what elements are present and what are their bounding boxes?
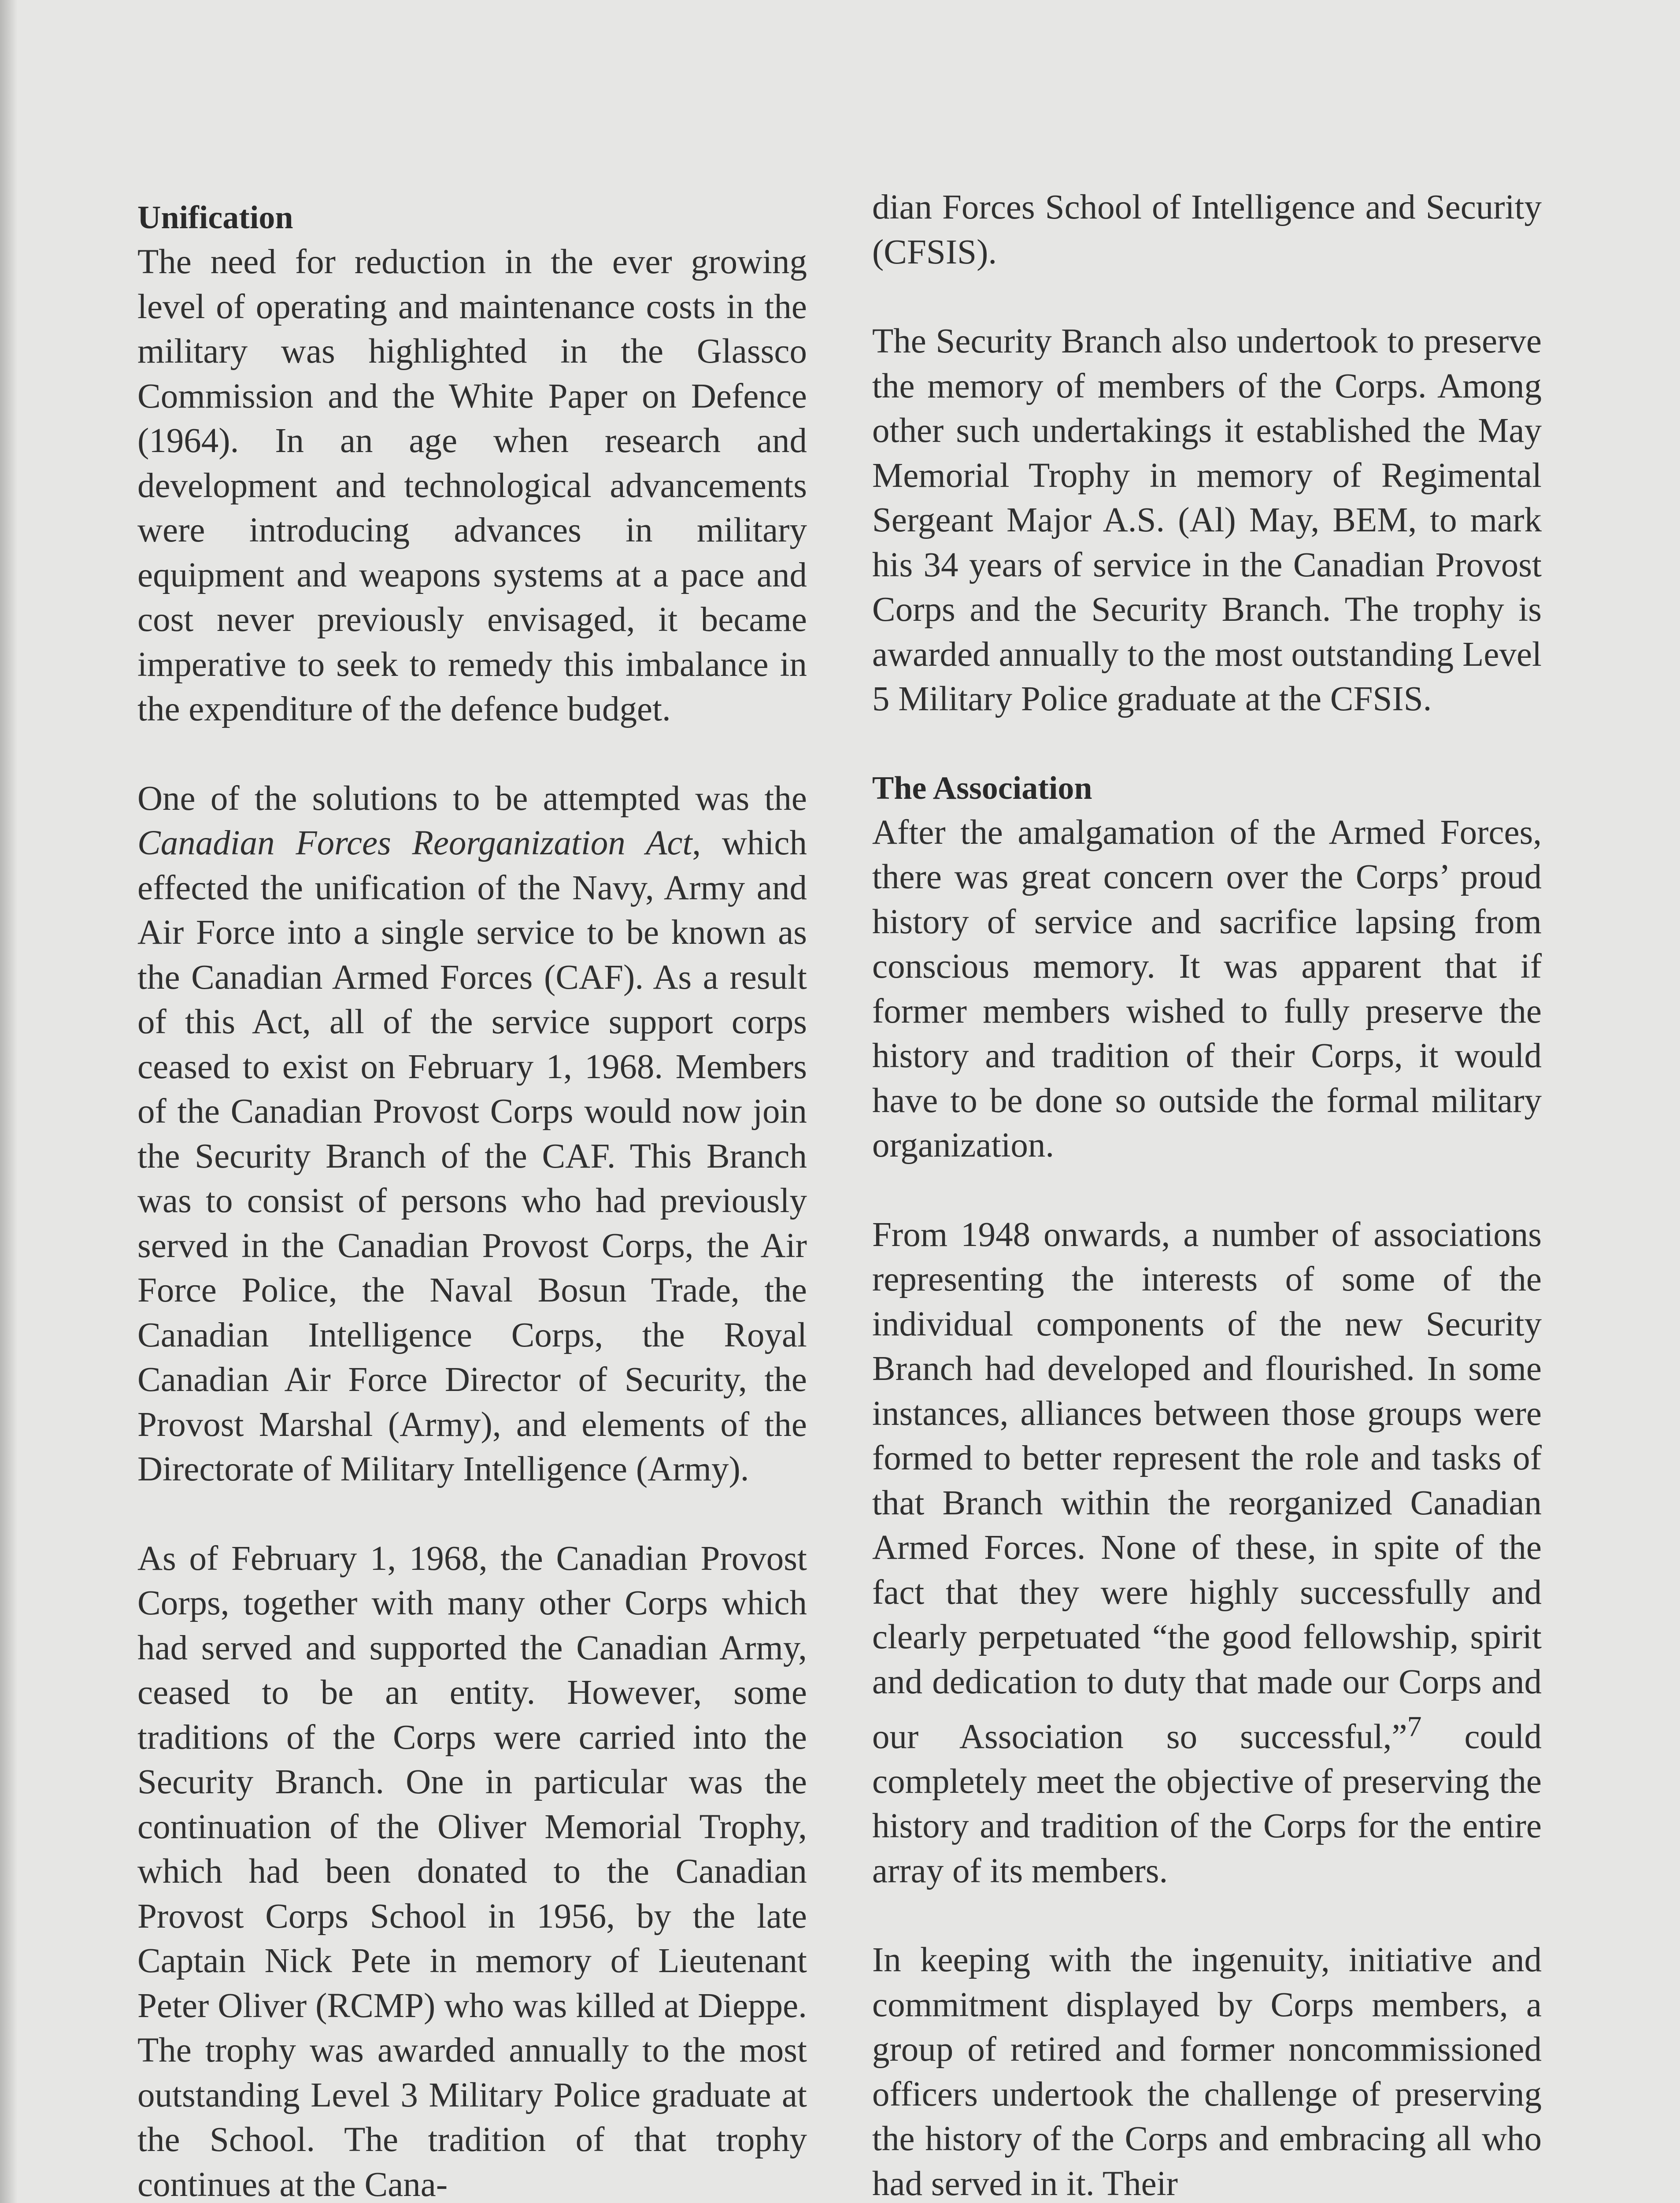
paragraph-text: One of the solutions to be attempted was the: [137, 779, 807, 818]
paragraph: [872, 1213, 1542, 1894]
page-edge-shadow: [0, 0, 18, 2203]
paragraph: [137, 776, 807, 1492]
paragraph: In keeping with the ingenuity, initiative and commitment displayed by Corps members, a group of retired and former noncommissioned officers undertook the challenge of preserving the history of the Corps and embracing all who had served in it. Their: [872, 1941, 1542, 2203]
paragraph-text: , which effected the unification of the Navy, Army and Air Force into a single service to be known as the Canadian Armed Forces (CAF). As a result of this Act, all of the service support corps ceased to exist on February 1, 1968. Members of the Canadian Provost Corps would now join the Security Branch of the CAF. This Branch was to consist of persons who had previously served in the Canadian Provost Corps, the Air Force Police, the Naval Bosun Trade, the Canadian Intelligence Corps, the Royal Canadian Air Force Director of Security, the Provost Marshal (Army), and elements of the Directorate of Military Intelligence (Army).: [137, 824, 807, 1488]
paragraph: After the amalgamation of the Armed Forces, there was great concern over the Corps’ proud history of service and sacrifice lapsing from conscious memory. It was apparent that if former members wished to fully preserve the history and tradition of their Corps, it would have to be done so outside the formal military organization.: [872, 813, 1542, 1165]
association-heading: The Association: [872, 770, 1092, 806]
paragraph: The Security Branch also undertook to preserve the memory of members of the Corps. Among other such undertakings it established the May Memorial Trophy in memory of Regimental Sergeant Major A.S. (Al) May, BEM, to mark his 34 years of service in the Canadian Provost Corps and the Security Branch. The trophy is awarded annually to the most outstanding Level 5 Military Police graduate at the CFSIS.: [872, 322, 1542, 718]
paragraph-text: From 1948 onwards, a number of associations representing the interests of some of the individual components of the new Security Branch had developed and flourished. In some instances, alliances between those groups were formed to better represent the role and tasks of that Branch within the reorganized Canadian Armed Forces. None of these, in spite of the fact that they were highly successfully and clearly perpetuated “the good fellowship, spirit and dedication to duty that made our Corps and our Association so successful,”: [872, 1215, 1542, 1756]
act-title: Canadian Forces Reorganization Act: [137, 824, 692, 862]
footnote-reference: 7: [1407, 1710, 1422, 1743]
unification-heading: Unification: [137, 200, 293, 236]
right-column: [872, 185, 1542, 2203]
paragraph: As of February 1, 1968, the Canadian Provost Corps, together with many other Corps which had served and supported the Canadian Army, ceased to be an entity. However, some traditions of the Corps were carried into the Security Branch. One in particular was the continuation of the Oliver Memorial Trophy, which had been donated to the Canadian Provost Corps School in 1956, by the late Captain Nick Pete in memory of Lieutenant Peter Oliver (RCMP) who was killed at Dieppe. The trophy was awarded annually to the most outstanding Level 3 Military Police graduate at the School. The tradition of that trophy continues at the Cana-: [137, 1539, 807, 2203]
paragraph-text: could completely meet the objective of preserving the history and tradition of the Corps for the entire array of its members.: [872, 1717, 1542, 1890]
paragraph: The need for reduction in the ever growing level of operating and maintenance costs in the military was highlighted in the Glassco Commission and the White Paper on Defence (1964). In an age when research and development and technological advancements were introducing advances in military equipment and weapons systems at a pace and cost never previously envisaged, it became imperative to seek to remedy this imbalance in the expenditure of the defence budget.: [137, 243, 807, 728]
left-column: [137, 189, 807, 2203]
paragraph: dian Forces School of Intelligence and Security (CFSIS).: [872, 188, 1542, 271]
